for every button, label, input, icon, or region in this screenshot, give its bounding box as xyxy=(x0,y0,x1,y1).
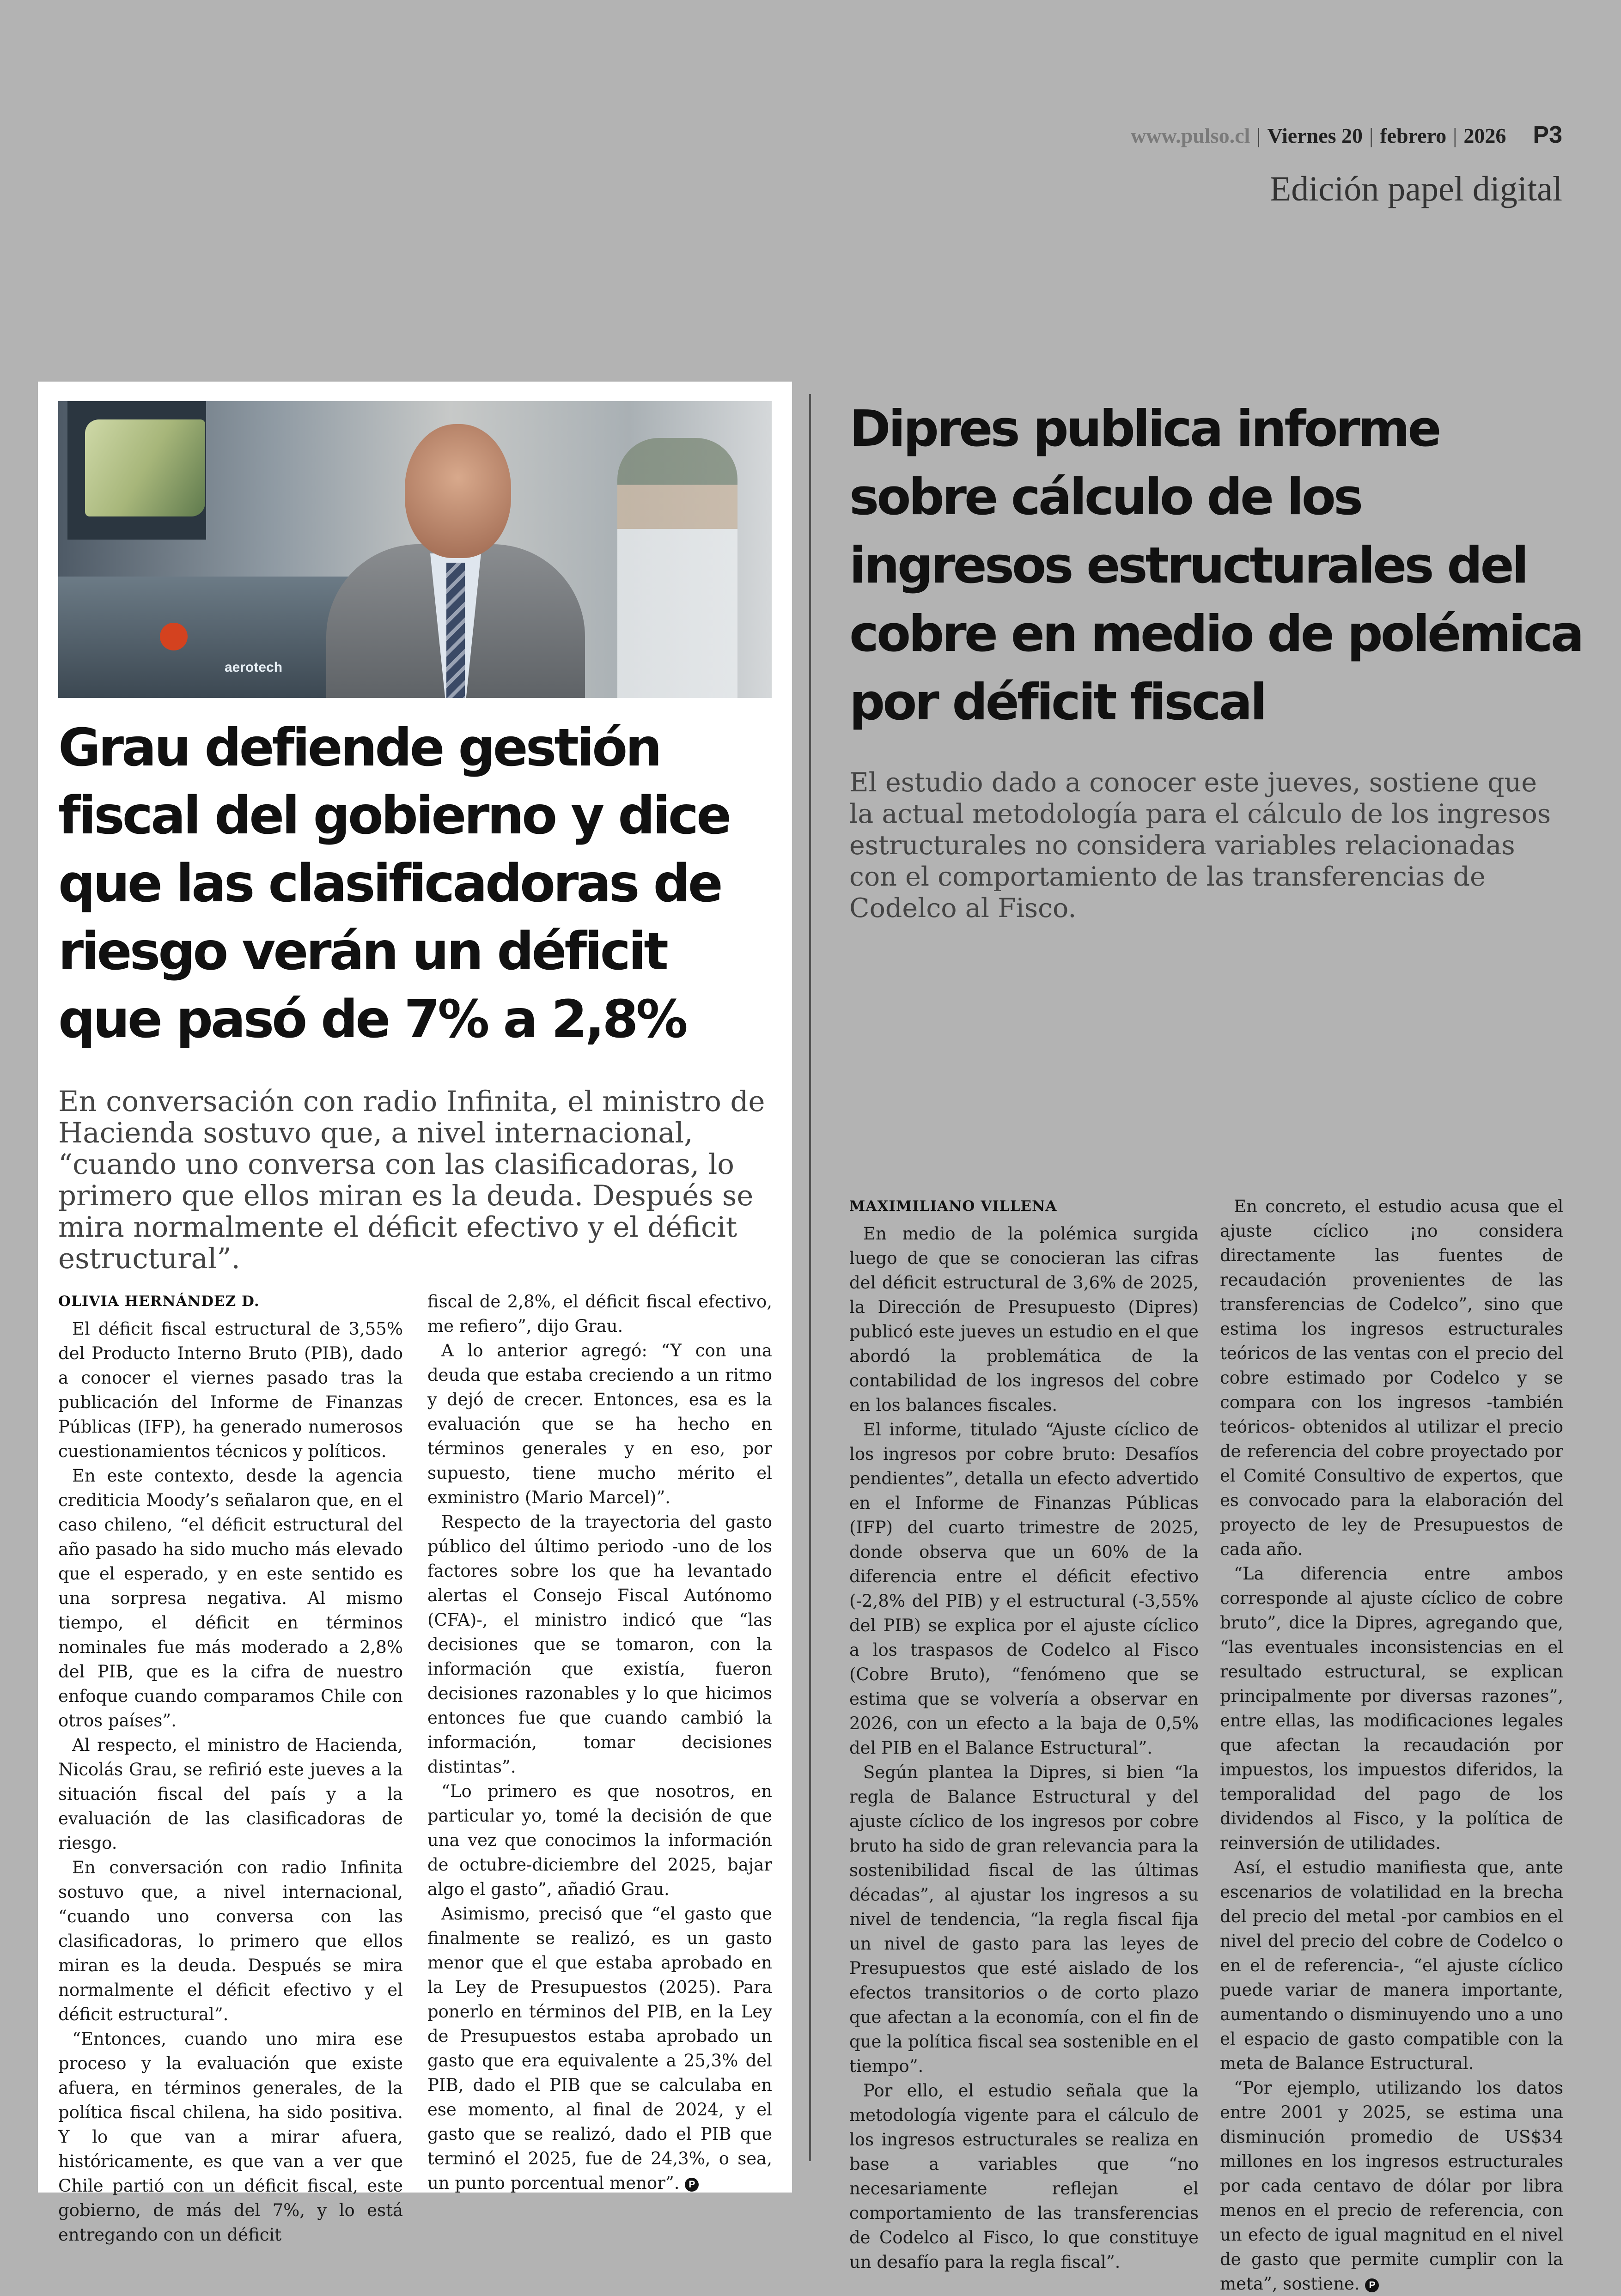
edition-label: Edición papel digital xyxy=(1269,170,1562,208)
photo-head xyxy=(405,424,511,558)
paragraph: En conversación con radio Infinita sostuvo que, a nivel internacional, “cuando uno conversa con las clasificadoras, lo primero que ellos miran es la deuda. Después se mira normalmente el déficit efectivo y el déficit estructural”. xyxy=(58,1858,403,2024)
photo-xray-screen xyxy=(85,419,205,516)
paragraph-text: “Por ejemplo, utilizando los datos entre 2001 y 2025, se estima una disminución promedio de US$34 millones en los ingresos estructurales por cada centavo de dólar por libra menos en el precio de referencia, con un efecto de igual magnitud en el nivel de gasto que permite cumplir con la meta”, sostiene. xyxy=(1220,2078,1563,2294)
separator: | xyxy=(1453,124,1457,147)
column-divider xyxy=(809,394,811,2161)
site-url[interactable]: www.pulso.cl xyxy=(1131,124,1250,147)
photo-person xyxy=(317,419,594,698)
date-year: 2026 xyxy=(1463,124,1506,147)
separator: | xyxy=(1369,124,1374,147)
paragraph: Por ello, el estudio señala que la metodología vigente para el cálculo de los ingresos estructurales se realiza en base a variables que “no necesariamente reflejan el comportamiento de las transferencias de Codelco al Fisco, lo que constituye un desafío para la regla fiscal”. xyxy=(849,2081,1199,2272)
left-column-2 xyxy=(427,1289,772,2195)
separator: | xyxy=(1256,124,1261,147)
article-photo xyxy=(58,401,772,698)
page-number: P3 xyxy=(1533,121,1562,148)
end-mark-icon: P xyxy=(1365,2278,1379,2292)
paragraph: En este contexto, desde la agencia crediticia Moody’s señalaron que, en el caso chileno, “el déficit estructural del año pasado ha sido mucho más elevado que el esperado, y en este sentido es una sorpresa negativa. Al mismo tiempo, el déficit en términos nominales fue más moderado a 2,8% del PIB, que es la cifra de nuestro enfoque cuando comparamos Chile con otros países”. xyxy=(58,1466,403,1731)
article-headline: Grau defiende gestión fiscal del gobierno y dice que las clasificadoras de riesgo verán un déficit que pasó de 7% a 2,8% xyxy=(58,718,730,1050)
paragraph: Según plantea la Dipres, si bien “la regla de Balance Estructural y del ajuste cíclico de los ingresos por cobre bruto ha sido de gran relevancia para la sostenibilidad fiscal de las últimas décadas”, al ajustar los ingresos a su nivel de tendencia, “la regla fiscal fija un nivel de gasto para las leyes de Presupuestos que esté aislado de los efectos transitorios o de corto plazo que afectan a la economía, con el fin de que la política fiscal sea sostenible en el tiempo”. xyxy=(849,1762,1199,2076)
right-column-1 xyxy=(849,1194,1199,2274)
paragraph: “Entonces, cuando uno mira ese proceso y la evaluación que existe afuera, en términos generales, de la política fiscal chilena, ha sido positiva. Y lo que van a mirar afuera, históricamente, es que van a ver que Chile partió con un déficit fiscal, este gobierno, de más del 7%, y lo está entregando con un déficit xyxy=(58,2029,403,2245)
end-mark-icon: P xyxy=(685,2178,699,2192)
paragraph: “La diferencia entre ambos corresponde al ajuste cíclico de cobre bruto”, dice la Dipres, agregando que, “las eventuales inconsistencias en el resultado estructural, se explican principalmente por diversas razones”, entre ellas, las modificaciones legales que afectan la recaudación por impuestos, los impuestos diferidos, la temporalidad del pago de los dividendos al Fisco, y la política de reinversión de utilidades. xyxy=(1220,1564,1563,1853)
left-article xyxy=(38,382,792,2245)
left-column-1 xyxy=(58,1289,403,2247)
page-header xyxy=(1131,121,1562,149)
author-byline: MAXIMILIANO VILLENA xyxy=(849,1198,1057,1215)
paragraph: fiscal de 2,8%, el déficit fiscal efectivo, me refiero”, dijo Grau. xyxy=(427,1292,772,1336)
article-deck: En conversación con radio Infinita, el ministro de Hacienda sostuvo que, a nivel internacional, “cuando uno conversa con las clasificadoras, lo primero que ellos miran es la deuda. Después se mira normalmente el déficit efectivo y el déficit estructural”. xyxy=(58,1085,765,1275)
paragraph: En concreto, el estudio acusa que el ajuste cíclico ¡no considera directamente las fuentes de recaudación provenientes de las transferencias de Codelco”, sino que estima los ingresos estructurales teóricos de las ventas con el precio del cobre estimado por Codelco y se compara con los ingresos -también teóricos- obtenidos al utilizar el precio de referencia del cobre proyectado por el Comité Consultivo de expertos, que es convocado para la elaboración del proyecto de ley de Presupuestos de cada año. xyxy=(1220,1197,1563,1559)
right-article-deck: El estudio dado a conocer este jueves, sostiene que la actual metodología para el cálculo de los ingresos estructurales no considera variables relacionadas con el comportamiento de las transferencias de Codelco al Fisco. xyxy=(849,767,1551,923)
paragraph: A lo anterior agregó: “Y con una deuda que estaba creciendo a un ritmo y dejó de crecer. Entonces, esa es la evaluación que se ha hecho en términos generales y en eso, por supuesto, tiene mucho mérito el exministro (Mario Marcel)”. xyxy=(427,1341,772,1507)
paragraph: Al respecto, el ministro de Hacienda, Nicolás Grau, se refirió este jueves a la situación fiscal del país y a la evaluación de las clasificadoras de riesgo. xyxy=(58,1735,403,1853)
paragraph-text: Asimismo, precisó que “el gasto que finalmente se realizó, es un gasto menor que el que estaba aprobado en la Ley de Presupuestos (2025). Para ponerlo en términos del PIB, en la Ley de Presupuestos estaba aprobado un gasto que era equivalente a 25,3% del PIB, dado el PIB que se calculaba en ese momento, al final de 2024, y el gasto que se realizó, dado el PIB que terminó el 2025, fue de 24,3%, o sea, un punto porcentual menor”. xyxy=(427,1904,772,2193)
date-day: Viernes 20 xyxy=(1267,124,1363,147)
paragraph: Así, el estudio manifiesta que, ante escenarios de volatilidad en la brecha del precio del metal -por cambios en el nivel del precio del cobre de Codelco o en el de referencia-, “el ajuste cíclico puede variar de manera importante, aumentando o disminuyendo uno a uno el espacio de gasto compatible con la meta de Balance Estructural. xyxy=(1220,1858,1563,2073)
date-month: febrero xyxy=(1380,124,1447,147)
photo-brand-text: aerotech xyxy=(225,660,283,675)
paragraph: “Lo primero es que nosotros, en particular yo, tomé la decisión de que una vez que conocimos la información de octubre-diciembre del 2025, bajar algo el gasto”, añadió Grau. xyxy=(427,1781,772,1899)
paragraph: En medio de la polémica surgida luego de que se conocieran las cifras del déficit estructural de 3,6% de 2025, la Dirección de Presupuesto (Dipres) publicó este jueves un estudio en el que abordó la problemática de la contabilidad de los ingresos del cobre en los balances fiscales. xyxy=(849,1224,1199,1415)
right-article-headline: Dipres publica informe sobre cálculo de los ingresos estructurales del cobre en medio de polémica por déficit fiscal xyxy=(849,400,1582,731)
photo-red-button xyxy=(160,623,188,650)
right-column-2 xyxy=(1220,1194,1563,2296)
paragraph: Respecto de la trayectoria del gasto público del último periodo -uno de los factores sobre los que ha levantado alertas el Consejo Fiscal Autónomo (CFA)-, el ministro indicó que “las decisiones que se tomaron, con la información que existía, fueron decisiones razonables y lo que hicimos entonces fue que cuando cambió la información, tomar decisiones distintas”. xyxy=(427,1512,772,1777)
photo-monitor xyxy=(67,401,206,540)
paragraph: El déficit fiscal estructural de 3,55% del Producto Interno Bruto (PIB), dado a conocer el viernes pasado tras la publicación del Informe de Finanzas Públicas (IFP), ha generado numerosos cuestionamientos técnicos y políticos. xyxy=(58,1319,403,1461)
author-byline: OLIVIA HERNÁNDEZ D. xyxy=(58,1293,260,1310)
paragraph xyxy=(427,1901,772,2195)
photo-officer xyxy=(617,438,737,698)
photo-tie xyxy=(446,563,465,698)
paragraph xyxy=(1220,2076,1563,2296)
paragraph: El informe, titulado “Ajuste cíclico de los ingresos por cobre bruto: Desafíos pendientes”, detalla un efecto advertido en el Informe de Finanzas Públicas (IFP) del cuarto trimestre de 2025, donde observa que un 60% de la diferencia entre el déficit efectivo (-2,8% del PIB) y el estructural (-3,55% del PIB) se explica por el ajuste cíclico a los traspasos de Codelco al Fisco (Cobre Bruto), “fenómeno que se estima que se volvería a observar en 2026, con un efecto a la baja de 0,5% del PIB en el Balance Estructural”. xyxy=(849,1420,1199,1758)
